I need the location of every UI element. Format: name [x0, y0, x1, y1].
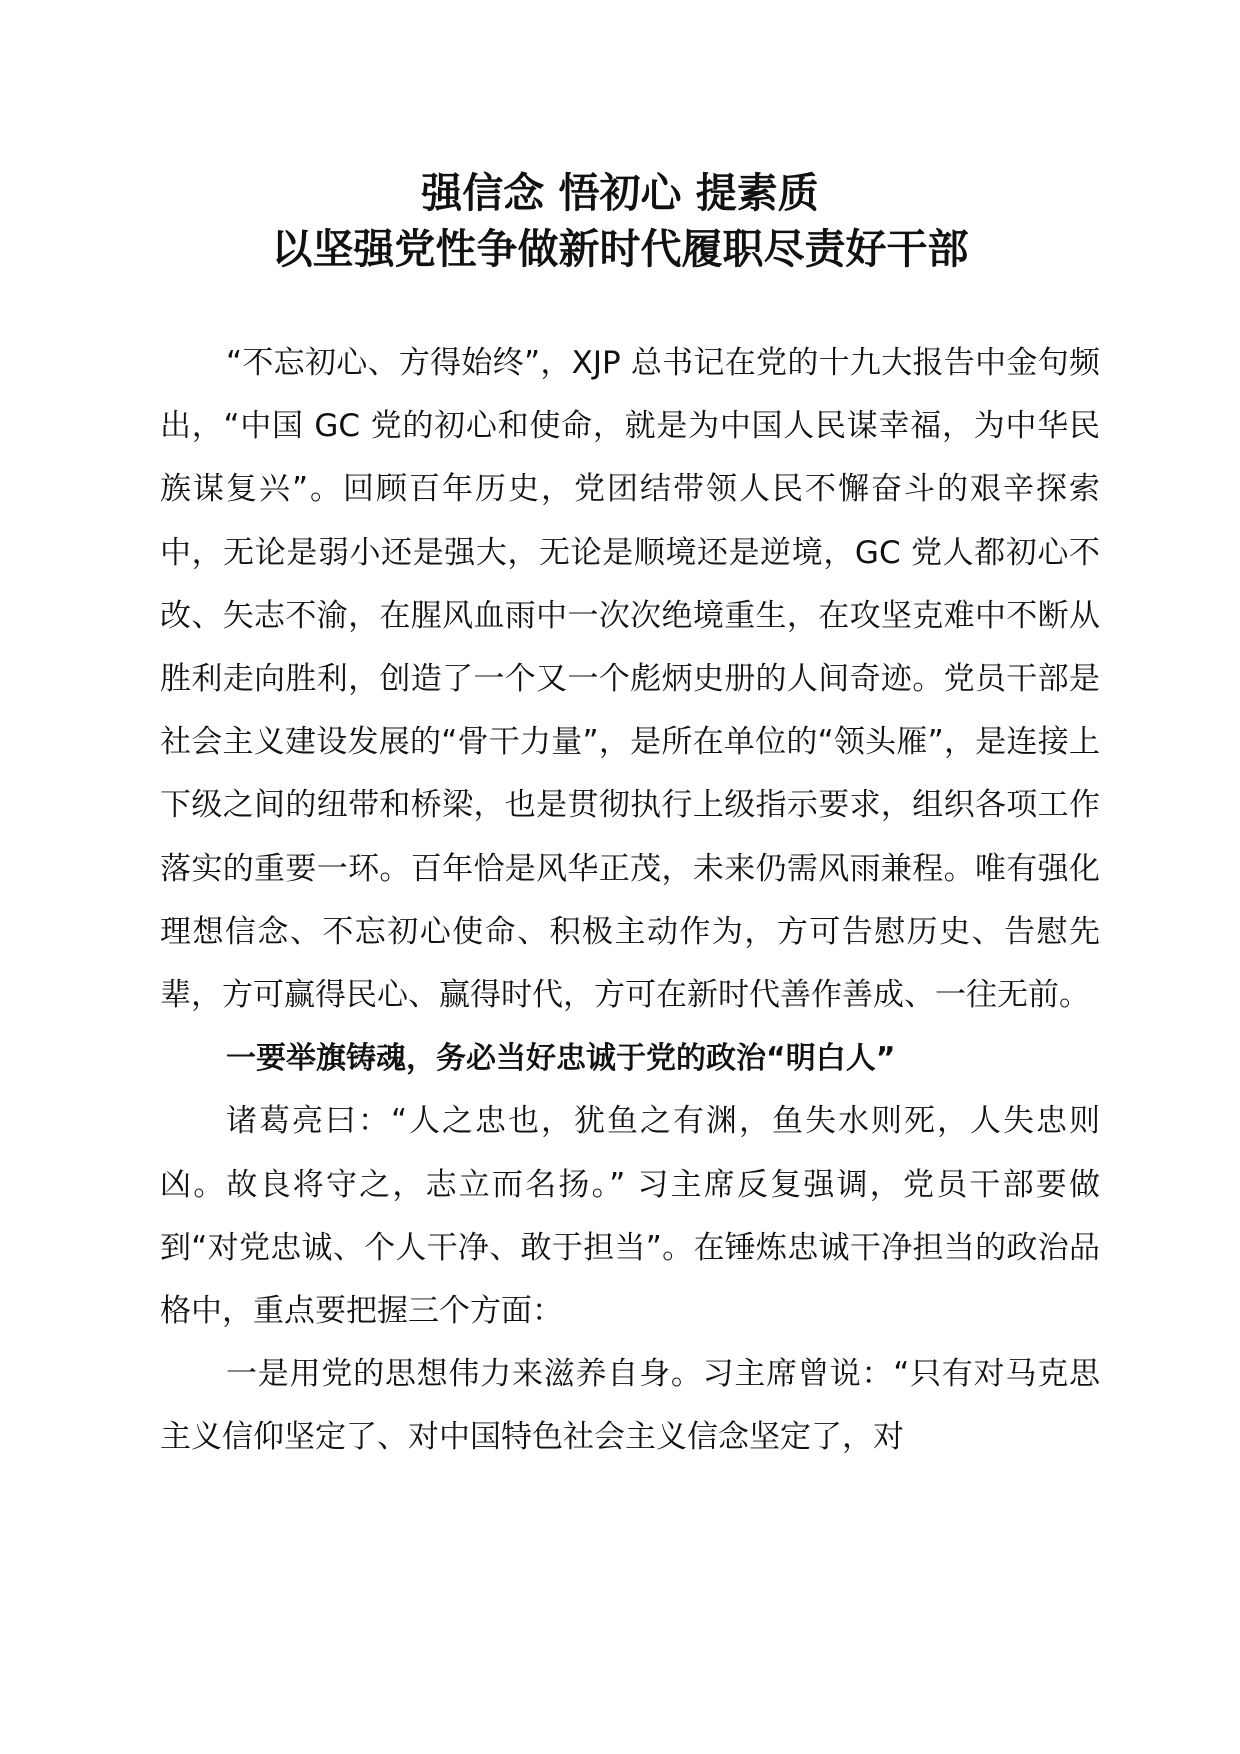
body-paragraph: 诸葛亮曰：“人之忠也，犹鱼之有渊，鱼失水则死，人失忠则凶。故良将守之，志立而名扬。” 习主席反复强调，党员干部要做到“对党忠诚、个人干净、敢于担当”。在锤炼忠诚干净担当的政治品格中，重点要把握三个方面： — [160, 1103, 1100, 1330]
body-paragraph: 一是用党的思想伟力来滋养自身。习主席曾说：“只有对马克思主义信仰坚定了、对中国特色社会主义信念坚定了，对 — [160, 1356, 1100, 1456]
intro-paragraph: “不忘初心、方得始终”，XJP 总书记在党的十九大报告中金句频出，“中国 GC 党的初心和使命，就是为中国人民谋幸福，为中华民族谋复兴”。回顾百年历史，党团结带领人民不懈奋斗的艰辛探索中，无论是弱小还是强大，无论是顺境还是逆境，GC 党人都初心不改、矢志不渝，在腥风血雨中一次次绝境重生，在攻坚克难中不断从胜利走向胜利，创造了一个又一个彪炳史册的人间奇迹。党员干部是社会主义建设发展的“骨干力量”，是所在单位的“领头雁”，是连接上下级之间的纽带和桥梁，也是贯彻执行上级指示要求，组织各项工作落实的重要一环。百年恰是风华正茂，未来仍需风雨兼程。唯有强化理想信念、不忘初心使命、积极主动作为，方可告慰历史、告慰先辈，方可赢得民心、赢得时代，方可在新时代善作善成、一往无前。 — [160, 345, 1100, 1014]
title-line-2: 以坚强党性争做新时代履职尽责好干部 — [271, 225, 969, 273]
section-heading: 一要举旗铸魂，务必当好忠诚于党的政治“明白人” — [226, 1041, 896, 1077]
document-title — [0, 165, 1240, 277]
title-line-1: 强信念 悟初心 提素质 — [421, 169, 819, 217]
document-body — [160, 332, 1100, 1470]
